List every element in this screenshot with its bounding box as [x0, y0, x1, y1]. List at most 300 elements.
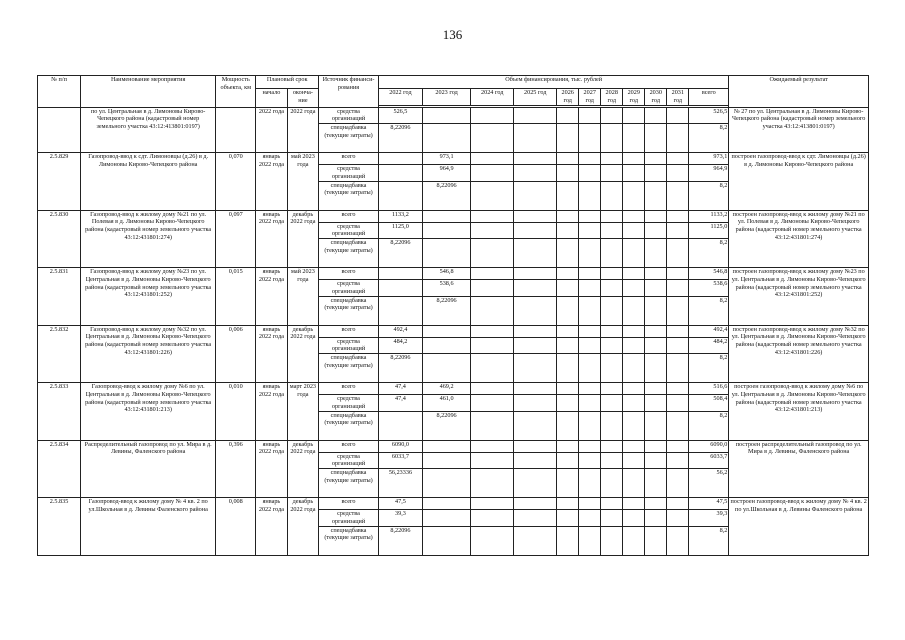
row-result: построен газопровод-ввод к сдт. Лимоновцы (д.26) в д. Лимоновы Кирово-Чепецкого района: [729, 153, 869, 211]
row-result: построен газопровод-ввод к жилому дому №6 по ул. Центральная в д. Лимоновы Кирово-Чепецкого района (кадастровый номер земельного участка 43:12:431801:213): [729, 383, 869, 441]
row-capacity: 0,097: [216, 210, 256, 268]
value-empty: [557, 210, 579, 222]
value-2023: [422, 337, 470, 354]
value-empty: [579, 469, 601, 498]
value-empty: [557, 337, 579, 354]
row-name: Газопровод-ввод к жилому дому №32 по ул. Центральная в д. Лимоновы Кирово-Чепецкого района (кадастровый номер земельного участка 43:12:431801:226): [81, 325, 216, 383]
header-year: 2024 год: [471, 89, 514, 106]
value-empty: [623, 222, 645, 239]
row-id: 2.5.833: [38, 383, 81, 441]
row-id: 2.5.830: [38, 210, 81, 268]
row-capacity: 0,010: [216, 383, 256, 441]
value-empty: [557, 469, 579, 498]
value-empty: [601, 383, 623, 395]
value-empty: [623, 469, 645, 498]
row-start: 2022 года: [256, 107, 287, 153]
value-empty: [579, 526, 601, 555]
header-funding: Объем финансирования, тыс. рублей: [378, 76, 728, 89]
value-empty: [557, 107, 579, 124]
value-empty: [471, 296, 514, 325]
value-2022: [378, 280, 422, 297]
row-id: 2.5.835: [38, 498, 81, 556]
table-row: [38, 153, 869, 165]
value-empty: [645, 181, 667, 210]
header-year: 2031 год: [667, 89, 689, 106]
value-empty: [471, 526, 514, 555]
value-empty: [514, 325, 557, 337]
value-empty: [514, 210, 557, 222]
value-empty: [667, 296, 689, 325]
value-empty: [514, 383, 557, 395]
value-empty: [623, 280, 645, 297]
table-header: [38, 76, 869, 108]
value-total: 8,2: [689, 411, 729, 440]
value-2022: [378, 296, 422, 325]
value-empty: [471, 153, 514, 165]
value-empty: [645, 239, 667, 268]
value-empty: [667, 469, 689, 498]
header-year: 2027 год: [579, 89, 601, 106]
value-2023: [422, 210, 470, 222]
value-2022: 6090,0: [378, 440, 422, 452]
row-end: декабрь 2022 года: [287, 325, 318, 383]
row-source: спецнадбавка (текущие затраты): [319, 354, 379, 383]
row-id: 2.5.834: [38, 440, 81, 498]
value-empty: [579, 325, 601, 337]
value-2023: [422, 440, 470, 452]
value-2023: 8,22096: [422, 181, 470, 210]
value-empty: [645, 395, 667, 412]
row-source: всего: [319, 383, 379, 395]
value-empty: [667, 124, 689, 153]
value-empty: [601, 296, 623, 325]
value-2022: [378, 268, 422, 280]
row-capacity: 0,015: [216, 268, 256, 326]
value-empty: [667, 181, 689, 210]
value-total: 8,2: [689, 124, 729, 153]
value-empty: [471, 354, 514, 383]
value-2023: 546,8: [422, 268, 470, 280]
row-name: по ул. Центральная в д. Лимоновы Кирово-Чепецкого района (кадастровый номер земельного участка 43:12:413801:0197): [81, 107, 216, 153]
row-source: спецнадбавка (текущие затраты): [319, 239, 379, 268]
value-empty: [623, 383, 645, 395]
value-2022: 6033,7: [378, 452, 422, 469]
value-empty: [557, 395, 579, 412]
value-empty: [471, 510, 514, 527]
value-2023: 964,9: [422, 165, 470, 182]
row-source: спецнадбавка (текущие затраты): [319, 411, 379, 440]
row-name: Распределительный газопровод по ул. Мира в д. Левины, Фаленского района: [81, 440, 216, 498]
value-total: 546,8: [689, 268, 729, 280]
row-id: 2.5.829: [38, 153, 81, 211]
row-source: всего: [319, 153, 379, 165]
value-empty: [623, 498, 645, 510]
value-empty: [514, 452, 557, 469]
value-empty: [623, 526, 645, 555]
value-empty: [601, 239, 623, 268]
value-empty: [601, 165, 623, 182]
value-empty: [471, 498, 514, 510]
value-empty: [579, 222, 601, 239]
value-empty: [471, 268, 514, 280]
value-total: 39,3: [689, 510, 729, 527]
value-total: 47,5: [689, 498, 729, 510]
value-empty: [579, 440, 601, 452]
value-empty: [623, 440, 645, 452]
value-empty: [514, 181, 557, 210]
value-empty: [645, 411, 667, 440]
value-empty: [471, 210, 514, 222]
row-id: 2.5.831: [38, 268, 81, 326]
row-end: декабрь 2022 года: [287, 440, 318, 498]
header-year: 2025 год: [514, 89, 557, 106]
row-start: январь 2022 года: [256, 440, 287, 498]
value-2022: 492,4: [378, 325, 422, 337]
value-empty: [601, 452, 623, 469]
row-name: Газопровод-ввод к жилому дому №23 по ул. Центральная в д. Лимоновы Кирово-Чепецкого района (кадастровый номер земельного участка 43:12:431801:252): [81, 268, 216, 326]
value-empty: [601, 325, 623, 337]
table-row: [38, 210, 869, 222]
value-2022: 47,4: [378, 383, 422, 395]
value-empty: [557, 325, 579, 337]
value-2022: 39,3: [378, 510, 422, 527]
value-empty: [514, 440, 557, 452]
value-empty: [579, 107, 601, 124]
value-empty: [579, 452, 601, 469]
value-empty: [579, 124, 601, 153]
value-empty: [514, 395, 557, 412]
value-empty: [645, 337, 667, 354]
value-empty: [601, 222, 623, 239]
value-empty: [601, 498, 623, 510]
header-period: Плановый срок: [256, 76, 319, 89]
row-capacity: 0,070: [216, 153, 256, 211]
value-empty: [667, 526, 689, 555]
value-empty: [667, 411, 689, 440]
row-name: Газопровод-ввод к сдт. Лимоновцы (д.26) в д. Лимоновы Кирово-Чепецкого района: [81, 153, 216, 211]
value-total: 526,5: [689, 107, 729, 124]
value-2022: [378, 181, 422, 210]
value-empty: [601, 107, 623, 124]
value-empty: [514, 239, 557, 268]
value-empty: [645, 268, 667, 280]
row-end: декабрь 2022 года: [287, 498, 318, 556]
value-empty: [471, 411, 514, 440]
value-empty: [645, 469, 667, 498]
value-empty: [623, 165, 645, 182]
row-source: средства организаций: [319, 452, 379, 469]
value-total: 8,2: [689, 296, 729, 325]
header-year: 2028 год: [601, 89, 623, 106]
value-total: 56,2: [689, 469, 729, 498]
header-year: 2030 год: [645, 89, 667, 106]
value-empty: [579, 153, 601, 165]
row-source: средства организаций: [319, 107, 379, 124]
row-end: 2022 года: [287, 107, 318, 153]
row-end: декабрь 2022 года: [287, 210, 318, 268]
value-total: 516,6: [689, 383, 729, 395]
value-empty: [579, 337, 601, 354]
value-empty: [623, 239, 645, 268]
value-empty: [667, 222, 689, 239]
value-2023: [422, 498, 470, 510]
header-year: 2022 год: [378, 89, 422, 106]
value-empty: [623, 268, 645, 280]
value-empty: [667, 337, 689, 354]
value-empty: [471, 239, 514, 268]
row-name: Газопровод-ввод к жилому дому №6 по ул. Центральная в д. Лимоновы Кирово-Чепецкого района (кадастровый номер земельного участка 43:12:431801:213): [81, 383, 216, 441]
value-empty: [514, 411, 557, 440]
value-empty: [645, 354, 667, 383]
table-row: [38, 498, 869, 510]
value-empty: [645, 452, 667, 469]
value-2023: [422, 469, 470, 498]
row-source: всего: [319, 325, 379, 337]
value-empty: [645, 383, 667, 395]
value-empty: [667, 210, 689, 222]
value-empty: [579, 280, 601, 297]
value-empty: [623, 354, 645, 383]
header-result: Ожидаемый результат: [729, 76, 869, 108]
value-empty: [667, 268, 689, 280]
value-empty: [557, 526, 579, 555]
value-empty: [623, 107, 645, 124]
value-empty: [645, 222, 667, 239]
value-empty: [601, 526, 623, 555]
value-empty: [667, 383, 689, 395]
value-empty: [514, 510, 557, 527]
value-empty: [645, 124, 667, 153]
value-empty: [645, 210, 667, 222]
value-empty: [645, 280, 667, 297]
value-empty: [601, 210, 623, 222]
value-2022: 1133,2: [378, 210, 422, 222]
table-row: [38, 440, 869, 452]
value-empty: [601, 510, 623, 527]
value-empty: [667, 395, 689, 412]
value-empty: [514, 222, 557, 239]
row-source: спецнадбавка (текущие затраты): [319, 181, 379, 210]
value-empty: [557, 411, 579, 440]
value-empty: [579, 296, 601, 325]
row-result: построен газопровод-ввод к жилому дому №32 по ул. Центральная в д. Лимоновы Кирово-Чепецкого района (кадастровый номер земельного участка 43:12:431801:226): [729, 325, 869, 383]
value-2023: [422, 325, 470, 337]
row-capacity: 0,008: [216, 498, 256, 556]
row-source: средства организаций: [319, 337, 379, 354]
value-2023: [422, 510, 470, 527]
row-source: средства организаций: [319, 395, 379, 412]
value-empty: [667, 510, 689, 527]
row-capacity: [216, 107, 256, 153]
value-empty: [471, 222, 514, 239]
value-empty: [471, 337, 514, 354]
value-2023: [422, 124, 470, 153]
value-empty: [557, 268, 579, 280]
row-result: № 27 по ул. Центральная в д. Лимоновы Кирово-Чепецкого района (кадастровый номер земельного участка 43:12:413801:0197): [729, 107, 869, 153]
header-source: Источник финанси- рования: [319, 76, 379, 108]
header-start: начало: [256, 89, 287, 108]
row-result: построен газопровод-ввод к жилому дому №23 по ул. Центральная в д. Лимоновы Кирово-Чепецкого района (кадастровый номер земельного участка 43:12:431801:252): [729, 268, 869, 326]
value-empty: [579, 395, 601, 412]
value-empty: [623, 411, 645, 440]
value-2022: 56,23336: [378, 469, 422, 498]
value-total: 8,2: [689, 239, 729, 268]
value-total: 538,6: [689, 280, 729, 297]
value-2023: [422, 452, 470, 469]
value-empty: [601, 153, 623, 165]
table-row: [38, 268, 869, 280]
value-2022: 47,5: [378, 498, 422, 510]
value-2023: 973,1: [422, 153, 470, 165]
row-source: всего: [319, 268, 379, 280]
value-2022: 484,2: [378, 337, 422, 354]
value-empty: [667, 354, 689, 383]
value-empty: [623, 325, 645, 337]
value-total: 1125,0: [689, 222, 729, 239]
value-empty: [645, 510, 667, 527]
value-empty: [471, 469, 514, 498]
value-empty: [601, 181, 623, 210]
value-empty: [667, 325, 689, 337]
value-empty: [645, 526, 667, 555]
value-empty: [471, 383, 514, 395]
value-2022: 47,4: [378, 395, 422, 412]
value-empty: [514, 526, 557, 555]
value-empty: [623, 153, 645, 165]
value-empty: [557, 181, 579, 210]
table-body: [38, 107, 869, 555]
row-name: Газопровод-ввод к жилому дому № 4 кв. 2 по ул.Школьная в д. Левины Фаленского района: [81, 498, 216, 556]
value-total: 964,9: [689, 165, 729, 182]
value-empty: [623, 510, 645, 527]
value-2022: 526,5: [378, 107, 422, 124]
row-capacity: 0,396: [216, 440, 256, 498]
value-empty: [645, 498, 667, 510]
value-empty: [623, 337, 645, 354]
value-total: 1133,2: [689, 210, 729, 222]
value-empty: [471, 395, 514, 412]
table-row: [38, 383, 869, 395]
row-source: спецнадбавка (текущие затраты): [319, 124, 379, 153]
value-empty: [579, 268, 601, 280]
value-total: 6033,7: [689, 452, 729, 469]
value-empty: [667, 153, 689, 165]
value-empty: [601, 411, 623, 440]
value-empty: [579, 210, 601, 222]
value-empty: [667, 452, 689, 469]
header-name: Наименование мероприятия: [81, 76, 216, 108]
row-end: март 2023 года: [287, 383, 318, 441]
value-empty: [514, 498, 557, 510]
value-empty: [557, 165, 579, 182]
value-empty: [514, 124, 557, 153]
value-total: 8,2: [689, 526, 729, 555]
value-empty: [601, 440, 623, 452]
value-empty: [514, 337, 557, 354]
value-empty: [557, 153, 579, 165]
value-empty: [471, 107, 514, 124]
row-source: всего: [319, 440, 379, 452]
value-empty: [471, 280, 514, 297]
value-2022: [378, 411, 422, 440]
value-empty: [601, 124, 623, 153]
row-capacity: 0,006: [216, 325, 256, 383]
table-row: [38, 107, 869, 124]
value-empty: [601, 469, 623, 498]
value-2023: [422, 222, 470, 239]
row-result: построен газопровод-ввод к жилому дому № 4 кв. 2 по ул.Школьная в д. Левины Фаленского района: [729, 498, 869, 556]
value-empty: [514, 280, 557, 297]
row-result: построен газопровод-ввод к жилому дому №21 по ул. Полевая в д. Лимоновы Кирово-Чепецкого района (кадастровый номер земельного участка 43:12:431801:274): [729, 210, 869, 268]
row-start: январь 2022 года: [256, 268, 287, 326]
value-2022: 8,22096: [378, 526, 422, 555]
value-empty: [667, 498, 689, 510]
header-year: 2029 год: [623, 89, 645, 106]
value-2023: 8,22096: [422, 411, 470, 440]
value-empty: [623, 210, 645, 222]
value-empty: [579, 165, 601, 182]
value-empty: [557, 296, 579, 325]
value-empty: [667, 107, 689, 124]
row-id: [38, 107, 81, 153]
value-empty: [557, 498, 579, 510]
value-empty: [514, 165, 557, 182]
value-2023: [422, 354, 470, 383]
value-empty: [557, 124, 579, 153]
value-total: 8,2: [689, 354, 729, 383]
value-2022: 8,22096: [378, 239, 422, 268]
row-source: спецнадбавка (текущие затраты): [319, 469, 379, 498]
value-empty: [579, 239, 601, 268]
value-2022: 8,22096: [378, 354, 422, 383]
value-empty: [557, 452, 579, 469]
value-2022: [378, 165, 422, 182]
row-start: январь 2022 года: [256, 383, 287, 441]
value-empty: [601, 395, 623, 412]
value-empty: [471, 124, 514, 153]
value-empty: [471, 181, 514, 210]
value-empty: [645, 325, 667, 337]
row-source: средства организаций: [319, 222, 379, 239]
value-empty: [667, 165, 689, 182]
value-2023: 538,6: [422, 280, 470, 297]
page-number: 136: [442, 27, 463, 42]
value-empty: [623, 395, 645, 412]
value-empty: [514, 354, 557, 383]
row-name: Газопровод-ввод к жилому дому №21 по ул. Полевая в д. Лимоновы Кирово-Чепецкого района (кадастровый номер земельного участка 43:12:431801:274): [81, 210, 216, 268]
value-2023: 461,0: [422, 395, 470, 412]
value-empty: [557, 222, 579, 239]
value-empty: [579, 498, 601, 510]
value-2023: [422, 526, 470, 555]
value-empty: [645, 165, 667, 182]
value-total: 973,1: [689, 153, 729, 165]
row-id: 2.5.832: [38, 325, 81, 383]
value-empty: [623, 452, 645, 469]
row-end: май 2023 года: [287, 153, 318, 211]
row-source: средства организаций: [319, 165, 379, 182]
header-capacity: Мощность объекта, км: [216, 76, 256, 108]
value-empty: [645, 107, 667, 124]
table-row: [38, 325, 869, 337]
row-start: январь 2022 года: [256, 210, 287, 268]
value-empty: [514, 107, 557, 124]
row-source: средства организаций: [319, 280, 379, 297]
header-year: 2026 год: [557, 89, 579, 106]
value-empty: [557, 440, 579, 452]
value-total: 484,2: [689, 337, 729, 354]
value-empty: [623, 181, 645, 210]
